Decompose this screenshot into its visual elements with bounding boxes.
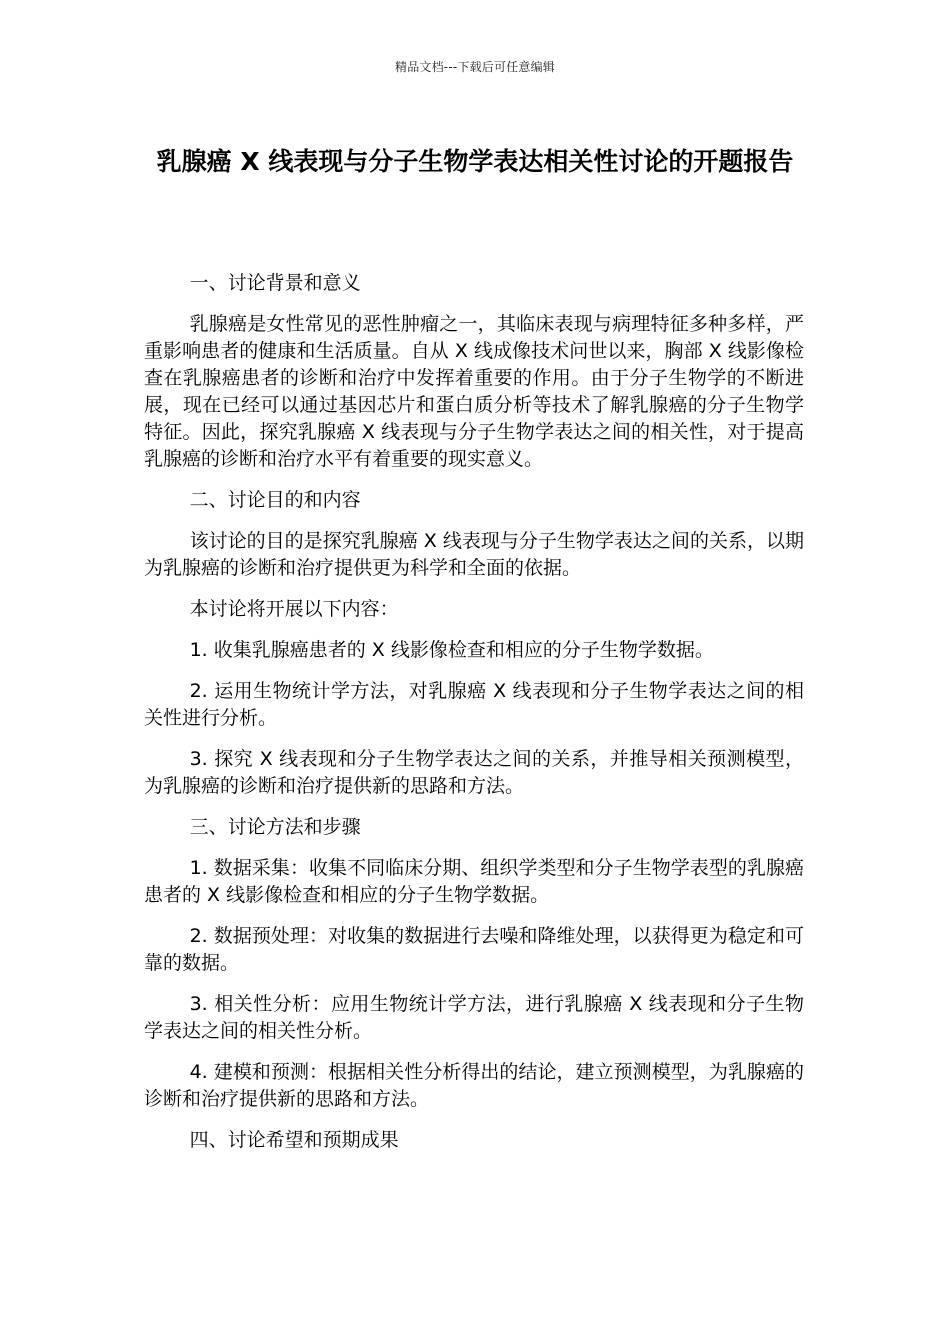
section-heading-methods: 三、讨论方法和步骤 bbox=[189, 816, 361, 838]
paragraph-background: 乳腺癌是女性常见的恶性肿瘤之一，其临床表现与病理特征多种多样，严重影响患者的健康和生活质量。自从 X 线成像技术问世以来，胸部 X 线影像检查在乳腺癌患者的诊断和治疗中发挥着重要的作用。由于分子生物学的不断进展，现在已经可以通过基因芯片和蛋白质分析等技术了解乳腺癌的分子生物学特征。因此，探究乳腺癌 X 线表现与分子生物学表达之间的相关性，对于提高乳腺癌的诊断和治疗水平有着重要的现实意义。 bbox=[144, 313, 804, 470]
paragraph-content-intro: 本讨论将开展以下内容： bbox=[189, 598, 399, 620]
section-heading-expectations: 四、讨论希望和预期成果 bbox=[189, 1129, 399, 1151]
header-note: 精品文档---下载后可任意编辑 bbox=[395, 60, 555, 74]
list-item-method-3: 3. 相关性分析：应用生物统计学方法，进行乳腺癌 X 线表现和分子生物学表达之间的相关性分析。 bbox=[144, 993, 804, 1042]
list-item-content-1: 1. 收集乳腺癌患者的 X 线影像检查和相应的分子生物学数据。 bbox=[189, 639, 714, 661]
document-body bbox=[144, 270, 804, 1168]
list-item-content-3: 3. 探究 X 线表现和分子生物学表达之间的关系，并推导相关预测模型，为乳腺癌的诊断和治疗提供新的思路和方法。 bbox=[144, 748, 804, 797]
document-title: 乳腺癌 X 线表现与分子生物学表达相关性讨论的开题报告 bbox=[156, 147, 794, 176]
paragraph-purpose: 该讨论的目的是探究乳腺癌 X 线表现与分子生物学表达之间的关系，以期为乳腺癌的诊断和治疗提供更为科学和全面的依据。 bbox=[144, 530, 804, 579]
list-item-method-4: 4. 建模和预测：根据相关性分析得出的结论，建立预测模型，为乳腺癌的诊断和治疗提供新的思路和方法。 bbox=[144, 1061, 804, 1110]
section-heading-background: 一、讨论背景和意义 bbox=[189, 272, 361, 294]
list-item-content-2: 2. 运用生物统计学方法，对乳腺癌 X 线表现和分子生物学表达之间的相关性进行分析。 bbox=[144, 680, 804, 729]
section-heading-purpose: 二、讨论目的和内容 bbox=[189, 489, 361, 511]
list-item-method-1: 1. 数据采集：收集不同临床分期、组织学类型和分子生物学表型的乳腺癌患者的 X 线影像检查和相应的分子生物学数据。 bbox=[144, 857, 804, 906]
list-item-method-2: 2. 数据预处理：对收集的数据进行去噪和降维处理，以获得更为稳定和可靠的数据。 bbox=[144, 925, 804, 974]
